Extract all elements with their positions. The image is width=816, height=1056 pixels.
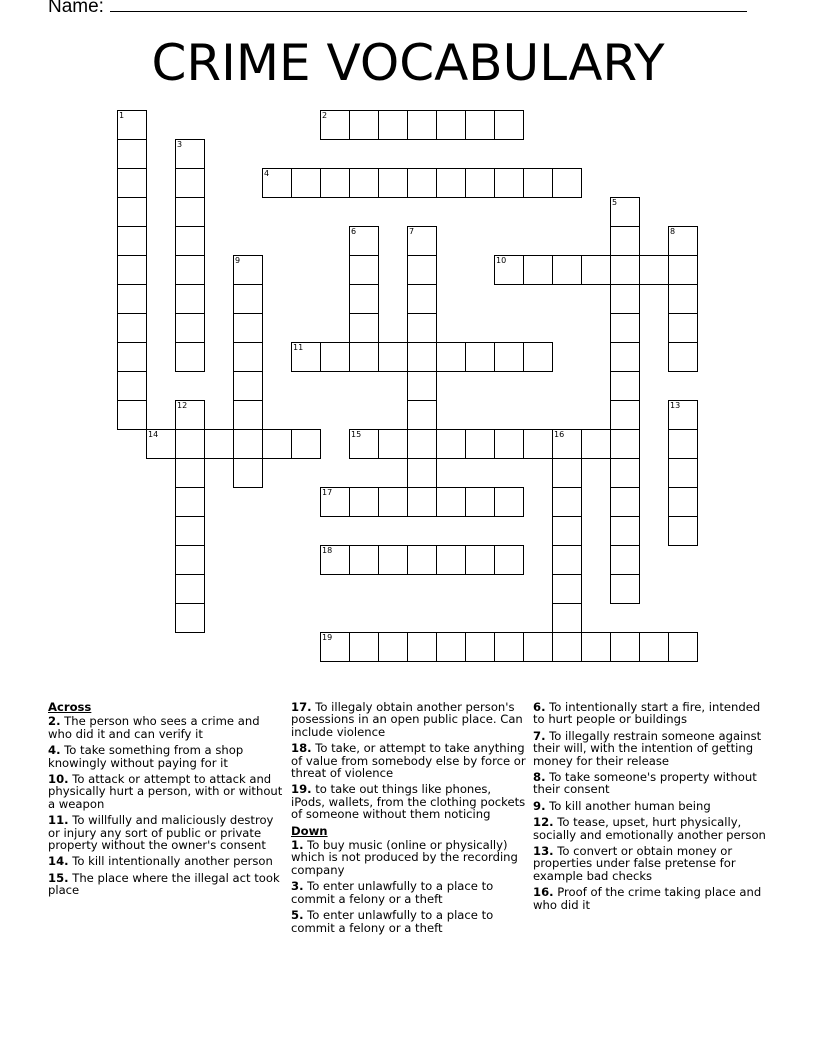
grid-cell[interactable]: [465, 632, 495, 662]
clue-item: [291, 839, 527, 876]
grid-cell[interactable]: [552, 458, 582, 488]
grid-cell[interactable]: [407, 400, 437, 430]
grid-cell[interactable]: [668, 400, 698, 430]
clue-number: 18.: [291, 741, 312, 756]
grid-cell[interactable]: [436, 429, 466, 459]
grid-cell[interactable]: [494, 342, 524, 372]
grid-cell[interactable]: [465, 487, 495, 517]
clue-number: 2: [322, 111, 328, 120]
grid-cell[interactable]: [233, 429, 263, 459]
grid-cell[interactable]: [349, 632, 379, 662]
clue-text: The person who sees a crime and who did it and can verify it: [48, 714, 260, 741]
grid-cell[interactable]: [523, 342, 553, 372]
grid-cell[interactable]: [378, 342, 408, 372]
clue-item: [291, 909, 527, 934]
grid-cell[interactable]: [610, 487, 640, 517]
clue-number: 1: [119, 111, 125, 120]
grid-cell[interactable]: [117, 197, 147, 227]
clue-item: [533, 701, 769, 726]
clue-text: To illegaly obtain another person's posessions in an open public place. Can include violence: [291, 700, 523, 739]
clue-number: 9.: [533, 798, 546, 813]
grid-cell[interactable]: [349, 487, 379, 517]
grid-cell[interactable]: [349, 284, 379, 314]
grid-cell[interactable]: [175, 516, 205, 546]
grid-cell[interactable]: [610, 516, 640, 546]
grid-cell[interactable]: [668, 516, 698, 546]
grid-cell[interactable]: [349, 255, 379, 285]
grid-cell[interactable]: [407, 313, 437, 343]
clue-item: [48, 744, 284, 769]
clue-text: To kill another human being: [545, 798, 711, 813]
clue-text: to take out things like phones, iPods, wallets, from the clothing pockets of someone without them noticing: [291, 782, 526, 822]
grid-cell[interactable]: [610, 226, 640, 256]
grid-cell[interactable]: [262, 168, 292, 198]
clue-number: 7: [409, 227, 415, 236]
page-title: CRIME VOCABULARY: [151, 34, 665, 92]
grid-cell[interactable]: [610, 342, 640, 372]
grid-cell[interactable]: [378, 632, 408, 662]
grid-cell[interactable]: [639, 255, 669, 285]
grid-cell[interactable]: [378, 487, 408, 517]
grid-cell[interactable]: [494, 545, 524, 575]
grid-cell[interactable]: [175, 284, 205, 314]
grid-cell[interactable]: [175, 342, 205, 372]
grid-cell[interactable]: [668, 255, 698, 285]
clue-item: [533, 886, 769, 911]
across-clue-list: [48, 715, 284, 896]
grid-cell[interactable]: [349, 429, 379, 459]
grid-cell[interactable]: [175, 255, 205, 285]
clue-number: 3: [177, 140, 183, 149]
grid-cell[interactable]: [233, 342, 263, 372]
grid-cell[interactable]: [610, 574, 640, 604]
grid-cell[interactable]: [436, 545, 466, 575]
grid-cell[interactable]: [407, 487, 437, 517]
grid-cell[interactable]: [117, 110, 147, 140]
grid-cell[interactable]: [204, 429, 234, 459]
grid-cell[interactable]: [407, 545, 437, 575]
grid-cell[interactable]: [407, 284, 437, 314]
clue-number: 9: [235, 256, 241, 265]
grid-cell[interactable]: [233, 400, 263, 430]
clue-number: 7.: [533, 728, 546, 743]
grid-cell[interactable]: [465, 110, 495, 140]
grid-cell[interactable]: [233, 313, 263, 343]
clue-item: [48, 814, 284, 851]
clue-number: 4: [264, 169, 270, 178]
grid-cell[interactable]: [610, 458, 640, 488]
grid-cell[interactable]: [349, 110, 379, 140]
grid-cell[interactable]: [494, 429, 524, 459]
grid-cell[interactable]: [523, 429, 553, 459]
grid-cell[interactable]: [668, 342, 698, 372]
clue-number: 15.: [48, 870, 69, 885]
grid-cell[interactable]: [494, 255, 524, 285]
grid-cell[interactable]: [291, 342, 321, 372]
grid-cell[interactable]: [407, 458, 437, 488]
grid-cell[interactable]: [117, 313, 147, 343]
clue-item: [291, 701, 527, 738]
clue-item: [48, 872, 284, 897]
grid-cell[interactable]: [233, 284, 263, 314]
grid-cell[interactable]: [320, 342, 350, 372]
clue-number: 16.: [533, 885, 554, 900]
clue-number: 6: [351, 227, 357, 236]
grid-cell[interactable]: [465, 545, 495, 575]
grid-cell[interactable]: [436, 487, 466, 517]
clues-column-1: [48, 701, 284, 901]
grid-cell[interactable]: [668, 632, 698, 662]
clue-item: [533, 845, 769, 882]
grid-cell[interactable]: [175, 168, 205, 198]
clue-item: [291, 742, 527, 779]
grid-cell[interactable]: [436, 342, 466, 372]
grid-cell[interactable]: [610, 545, 640, 575]
grid-cell[interactable]: [639, 632, 669, 662]
clue-number: 6.: [533, 700, 546, 714]
grid-cell[interactable]: [320, 487, 350, 517]
grid-cell[interactable]: [349, 226, 379, 256]
clue-number: 2.: [48, 714, 61, 729]
grid-cell[interactable]: [175, 197, 205, 227]
clue-number: 3.: [291, 879, 304, 894]
grid-cell[interactable]: [581, 632, 611, 662]
grid-cell[interactable]: [320, 168, 350, 198]
grid-cell[interactable]: [349, 545, 379, 575]
grid-cell[interactable]: [291, 429, 321, 459]
grid-cell[interactable]: [291, 168, 321, 198]
grid-cell[interactable]: [262, 429, 292, 459]
grid-cell[interactable]: [552, 168, 582, 198]
grid-cell[interactable]: [552, 545, 582, 575]
grid-cell[interactable]: [378, 110, 408, 140]
grid-cell[interactable]: [465, 429, 495, 459]
clue-number: 13: [670, 401, 681, 410]
grid-cell[interactable]: [175, 458, 205, 488]
grid-cell[interactable]: [668, 429, 698, 459]
clue-text: To tease, upset, hurt physically, socially and emotionally another person: [533, 815, 766, 842]
grid-cell[interactable]: [552, 516, 582, 546]
grid-cell[interactable]: [146, 429, 176, 459]
clue-item: [48, 855, 284, 867]
grid-cell[interactable]: [523, 168, 553, 198]
clue-number: 1.: [291, 838, 304, 853]
name-label: Name:: [48, 0, 104, 17]
grid-cell[interactable]: [233, 255, 263, 285]
clue-number: 5: [612, 198, 618, 207]
grid-cell[interactable]: [175, 226, 205, 256]
clue-item: [48, 715, 284, 740]
grid-cell[interactable]: [349, 313, 379, 343]
grid-cell[interactable]: [494, 487, 524, 517]
grid-cell[interactable]: [233, 371, 263, 401]
clue-item: [533, 800, 769, 812]
grid-cell[interactable]: [378, 545, 408, 575]
clue-number: 17: [322, 488, 333, 497]
clue-item: [291, 880, 527, 905]
clue-number: 17.: [291, 700, 312, 714]
grid-cell[interactable]: [407, 110, 437, 140]
grid-cell[interactable]: [175, 603, 205, 633]
grid-cell[interactable]: [320, 632, 350, 662]
clue-number: 19.: [291, 782, 312, 797]
grid-cell[interactable]: [407, 342, 437, 372]
grid-cell[interactable]: [175, 400, 205, 430]
clue-number: 13.: [533, 844, 554, 859]
clue-number: 19: [322, 633, 333, 642]
grid-cell[interactable]: [610, 429, 640, 459]
grid-cell[interactable]: [552, 429, 582, 459]
grid-cell[interactable]: [610, 371, 640, 401]
grid-cell[interactable]: [610, 313, 640, 343]
clue-number: 14: [148, 430, 159, 439]
grid-cell[interactable]: [610, 632, 640, 662]
grid-cell[interactable]: [117, 226, 147, 256]
clue-text: To kill intentionally another person: [68, 854, 273, 869]
clues-column-3: [533, 701, 769, 915]
clue-number: 10: [496, 256, 507, 265]
grid-cell[interactable]: [378, 168, 408, 198]
grid-cell[interactable]: [523, 255, 553, 285]
grid-cell[interactable]: [668, 458, 698, 488]
clue-number: 18: [322, 546, 333, 555]
clue-number: 4.: [48, 743, 61, 758]
grid-cell[interactable]: [407, 255, 437, 285]
grid-cell[interactable]: [378, 429, 408, 459]
grid-cell[interactable]: [552, 574, 582, 604]
down-clue-list: [291, 839, 527, 934]
grid-cell[interactable]: [465, 168, 495, 198]
clue-text: The place where the illegal act took place: [48, 870, 280, 898]
grid-cell[interactable]: [320, 110, 350, 140]
down-clue-list-continued: [533, 701, 769, 911]
clue-text: To enter unlawfully to a place to commit a felony or a theft: [291, 879, 494, 906]
grid-cell[interactable]: [407, 226, 437, 256]
grid-cell[interactable]: [320, 545, 350, 575]
grid-cell[interactable]: [552, 632, 582, 662]
clue-text: To intentionally start a fire, intended to hurt people or buildings: [533, 700, 761, 727]
grid-cell[interactable]: [407, 429, 437, 459]
grid-cell[interactable]: [349, 342, 379, 372]
grid-cell[interactable]: [117, 371, 147, 401]
grid-cell[interactable]: [581, 429, 611, 459]
clue-text: To convert or obtain money or properties under false pretense for example bad checks: [533, 844, 736, 883]
grid-cell[interactable]: [117, 168, 147, 198]
clue-number: 15: [351, 430, 362, 439]
grid-cell[interactable]: [407, 168, 437, 198]
clue-number: 11: [293, 343, 304, 352]
grid-cell[interactable]: [494, 110, 524, 140]
grid-cell[interactable]: [436, 632, 466, 662]
grid-cell[interactable]: [175, 429, 205, 459]
grid-cell[interactable]: [610, 255, 640, 285]
grid-cell[interactable]: [175, 574, 205, 604]
grid-cell[interactable]: [552, 255, 582, 285]
grid-cell[interactable]: [465, 342, 495, 372]
grid-cell[interactable]: [581, 255, 611, 285]
grid-cell[interactable]: [494, 632, 524, 662]
clue-text: To willfully and maliciously destroy or injury any sort of public or private property without the owner's consent: [48, 813, 274, 853]
across-clue-list-continued: [291, 701, 527, 821]
grid-cell[interactable]: [117, 400, 147, 430]
clue-item: [533, 771, 769, 796]
clue-number: 5.: [291, 908, 304, 923]
clue-text: To buy music (online or physically) which is not produced by the recording company: [291, 838, 518, 877]
grid-cell[interactable]: [175, 313, 205, 343]
grid-cell[interactable]: [523, 632, 553, 662]
grid-cell[interactable]: [494, 168, 524, 198]
clue-number: 8: [670, 227, 676, 236]
grid-cell[interactable]: [668, 313, 698, 343]
grid-cell[interactable]: [117, 139, 147, 169]
grid-cell[interactable]: [610, 400, 640, 430]
clue-text: To illegally restrain someone against their will, with the intention of getting money for their release: [533, 728, 762, 768]
clue-item: [48, 773, 284, 810]
clue-number: 12.: [533, 815, 554, 830]
down-heading: Down: [291, 823, 328, 838]
grid-cell[interactable]: [175, 139, 205, 169]
clue-number: 8.: [533, 770, 546, 785]
grid-cell[interactable]: [552, 603, 582, 633]
grid-cell[interactable]: [349, 168, 379, 198]
grid-cell[interactable]: [668, 284, 698, 314]
clue-text: To take something from a shop knowingly without paying for it: [48, 743, 244, 770]
grid-cell[interactable]: [175, 545, 205, 575]
clue-number: 11.: [48, 813, 69, 828]
clue-text: To take someone's property without their consent: [533, 770, 757, 797]
grid-cell[interactable]: [117, 342, 147, 372]
grid-cell[interactable]: [117, 284, 147, 314]
grid-cell[interactable]: [233, 458, 263, 488]
grid-cell[interactable]: [436, 110, 466, 140]
grid-cell[interactable]: [175, 487, 205, 517]
clue-item: [533, 816, 769, 841]
grid-cell[interactable]: [610, 284, 640, 314]
clue-number: 14.: [48, 854, 69, 869]
clue-text: Proof of the crime taking place and who did it: [533, 885, 762, 912]
grid-cell[interactable]: [436, 168, 466, 198]
clues-column-2: [291, 701, 527, 938]
grid-cell[interactable]: [668, 226, 698, 256]
grid-cell[interactable]: [407, 632, 437, 662]
clue-item: [291, 783, 527, 820]
clue-number: 10.: [48, 772, 69, 787]
clue-text: To take, or attempt to take anything of value from somebody else by force or threat of violence: [291, 741, 526, 781]
across-heading: Across: [48, 700, 92, 714]
clue-item: [533, 730, 769, 767]
clue-text: To attack or attempt to attack and physically hurt a person, with or without a weapon: [48, 772, 283, 811]
clue-number: 16: [554, 430, 565, 439]
clue-number: 12: [177, 401, 188, 410]
grid-cell[interactable]: [117, 255, 147, 285]
grid-cell[interactable]: [610, 197, 640, 227]
grid-cell[interactable]: [407, 371, 437, 401]
clue-text: To enter unlawfully to a place to commit a felony or a theft: [291, 908, 494, 935]
grid-cell[interactable]: [668, 487, 698, 517]
grid-cell[interactable]: [552, 487, 582, 517]
